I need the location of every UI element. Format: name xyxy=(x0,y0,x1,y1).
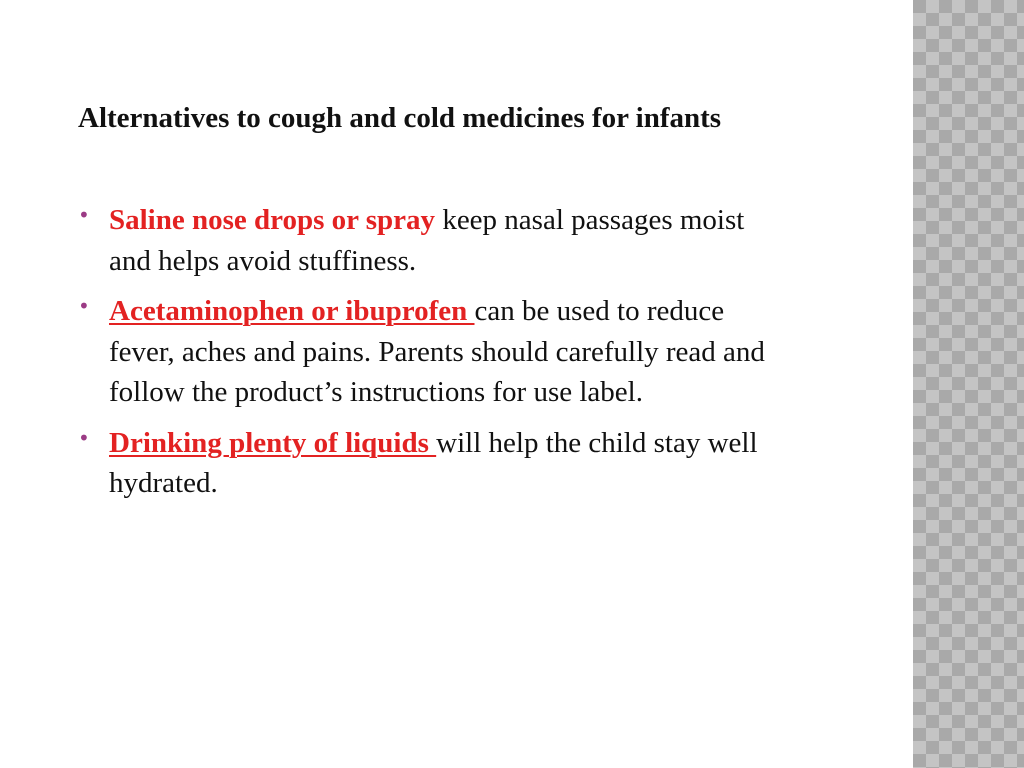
bullet-text: can be used to reduce fever, aches and pains. Parents should carefully read and follow the product’s instructions for use label. xyxy=(109,295,765,408)
bullet-term: Acetaminophen or ibuprofen xyxy=(109,295,475,327)
bullet-text: will help the child stay well hydrated. xyxy=(109,426,758,499)
bullet-icon: • xyxy=(78,425,90,450)
list-item xyxy=(78,423,768,504)
decorative-side-panel xyxy=(913,0,1024,768)
bullet-text: keep nasal passages moist and helps avoid stuffiness. xyxy=(109,204,745,277)
slide-title: Alternatives to cough and cold medicines for infants xyxy=(78,102,722,134)
bullet-list xyxy=(78,200,768,504)
bullet-icon: • xyxy=(78,294,90,318)
list-item xyxy=(78,200,768,281)
bullet-term: Saline nose drops or spray xyxy=(109,204,436,236)
list-item xyxy=(78,291,768,413)
bullet-term: Drinking plenty of liquids xyxy=(109,426,437,459)
bullet-icon: • xyxy=(78,203,90,227)
slide-content xyxy=(78,98,768,514)
